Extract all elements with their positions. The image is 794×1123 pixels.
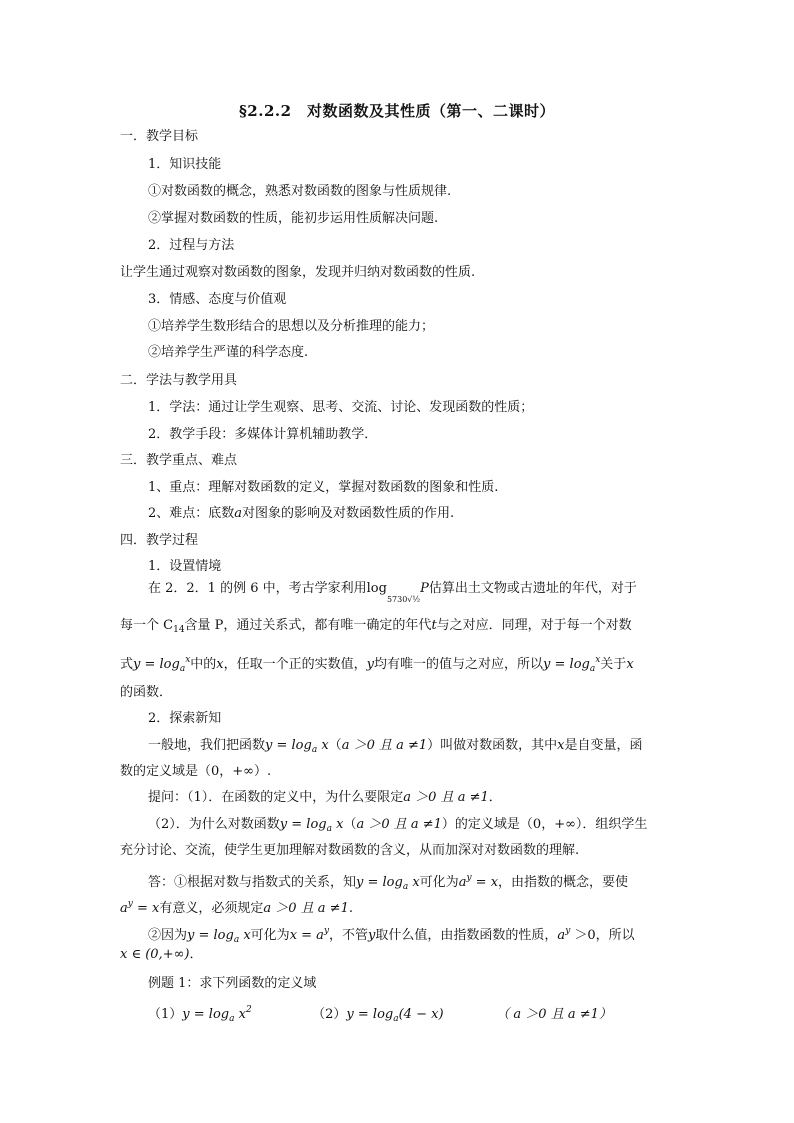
paragraph: ②掌握对数函数的性质，能初步运用性质解决问题. — [148, 211, 439, 226]
paragraph: 2、难点：底数a对图象的影响及对数函数性质的作用. — [148, 506, 455, 521]
section-heading-key-points: 三．教学重点、难点 — [120, 453, 238, 468]
paragraph: 数的定义域是（0，+∞）. — [120, 764, 272, 779]
section-heading-methods: 二．学法与教学用具 — [120, 373, 238, 388]
subheading-process: 2．过程与方法 — [148, 238, 235, 253]
paragraph: 式$y = \log_a^x$中的x，任取一个正的实数值，y均有唯一的值与之对应，所以$y = \log_a^x$关于x — [120, 655, 634, 674]
subheading-scenario: 1．设置情境 — [148, 559, 222, 574]
paragraph: 每一个 $C_{14}$含量 P，通过关系式，都有唯一确定的年代t与之对应．同理，对于每一个对数 — [120, 618, 632, 635]
paragraph: x ∈ (0,+∞)． — [120, 947, 203, 962]
section-heading-process: 四．教学过程 — [120, 533, 199, 548]
paragraph: 的函数． — [120, 685, 173, 700]
paragraph: ①对数函数的概念，熟悉对数函数的图象与性质规律. — [148, 184, 452, 199]
example-items: $(1)y = \log_a x^2$ $(2)y = \log_a(4 - x)$ （ a ＞0 且 a ≠1） — [148, 1005, 612, 1024]
paragraph: 一般地，我们把函数$y = \log_a x(a >0$ 且 a ≠1）叫做对数函数，其中x是自变量，函 — [148, 738, 643, 755]
subheading-attitude: 3．情感、态度与价值观 — [148, 292, 287, 307]
paragraph: 让学生通过观察对数函数的图象，发现并归纳对数函数的性质. — [120, 265, 476, 280]
paragraph: $a^y = x$有意义，必须规定a ＞0 且 a ≠1. — [120, 899, 353, 916]
paragraph: 在 2．2．1 的例 6 中，考古学家利用$\log_{5730√\frac{1}{2}}P$估算出土文物或古遗址的年代，对于 — [148, 581, 637, 604]
paragraph: ①培养学生数形结合的思想以及分析推理的能力； — [148, 319, 435, 334]
paragraph: 充分讨论、交流，使学生更加理解对数函数的含义，从而加深对对数函数的理解. — [120, 843, 580, 858]
page-title: §2.2.2 对数函数及其性质（第一、二课时） — [238, 102, 556, 120]
subheading-explore: 2．探索新知 — [148, 711, 222, 726]
section-heading-objectives: 一．教学目标 — [120, 129, 199, 144]
paragraph: 答：①根据对数与指数式的关系，知$y = \log_a x$可化为$a^y = x$，由指数的概念，要使 — [148, 873, 629, 892]
paragraph: 1．学法：通过让学生观察、思考、交流、讨论、发现函数的性质； — [148, 400, 534, 415]
paragraph: （2）．为什么对数函数$y = \log_a x(a >0$ 且 a ≠1）的定义域是（0，+∞）．组织学生 — [148, 817, 648, 834]
paragraph: 1、重点：理解对数函数的定义，掌握对数函数的图象和性质. — [148, 480, 499, 495]
paragraph: ②因为$y = \log_a x$可化为$x = a^y$，不管y取什么值，由指数函数的性质，$a^y >0$，所以 — [148, 926, 635, 945]
paragraph: 提问：（1）．在函数的定义中，为什么要限定a ＞0 且 a ≠1． — [148, 790, 502, 805]
example-heading: 例题 1：求下列函数的定义域 — [148, 976, 317, 991]
subheading-knowledge: 1．知识技能 — [148, 157, 222, 172]
paragraph: ②培养学生严谨的科学态度. — [148, 345, 309, 360]
paragraph: 2．教学手段：多媒体计算机辅助教学． — [148, 427, 378, 442]
